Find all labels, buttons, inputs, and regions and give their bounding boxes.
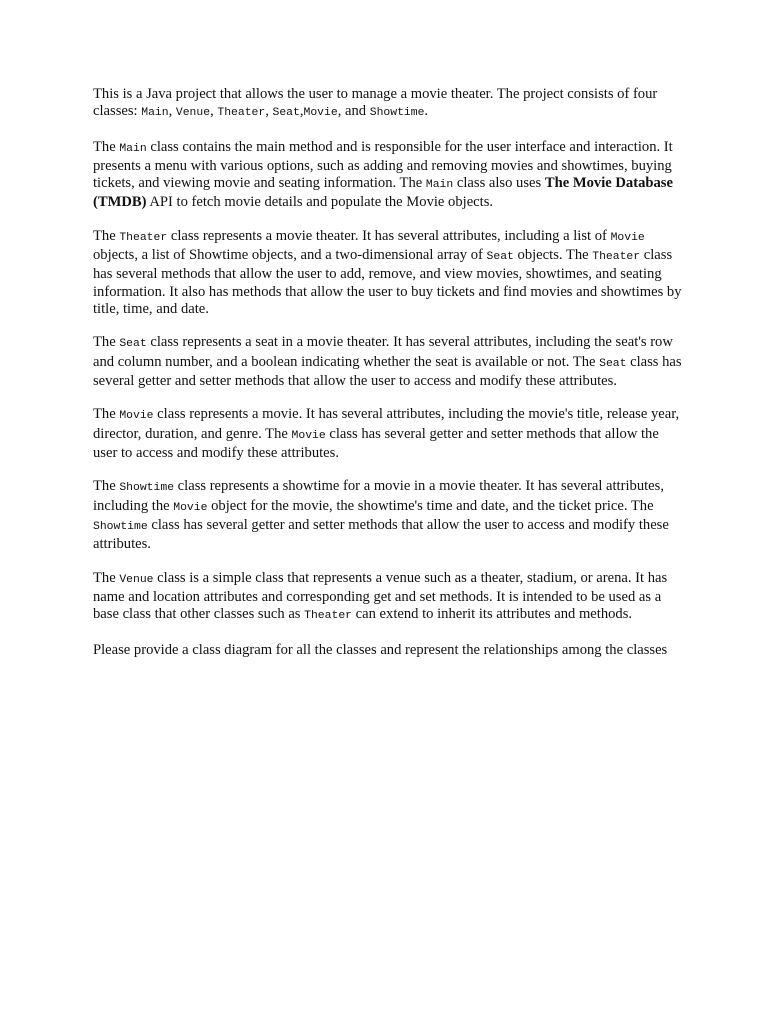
inline-code: Showtime: [119, 482, 175, 495]
text-run: The: [93, 478, 120, 495]
paragraph: [93, 139, 683, 212]
inline-code: Seat: [486, 251, 514, 264]
text-run: class also uses: [453, 175, 545, 192]
paragraph: [93, 228, 683, 318]
inline-code: Movie: [291, 429, 326, 442]
inline-code: Venue: [119, 573, 154, 586]
inline-code: Seat: [272, 107, 300, 120]
inline-code: Showtime: [93, 520, 148, 533]
inline-code: Movie: [173, 501, 208, 514]
document-body: [93, 86, 683, 675]
text-run: ,: [210, 103, 218, 120]
inline-code: Movie: [303, 107, 338, 120]
text-run: The: [93, 138, 120, 155]
paragraph: [93, 86, 683, 122]
text-run: class represents a showtime for a movie in a movie theater. It has several attributes, including the: [93, 478, 664, 514]
text-run: class has several getter and setter methods that allow the user to access and modify these attributes.: [93, 353, 682, 389]
inline-code: Movie: [610, 232, 645, 244]
paragraph: [93, 406, 683, 462]
paragraph: [93, 642, 683, 659]
bold-text: The Movie Database (TMDB): [93, 175, 673, 211]
inline-code: Movie: [119, 410, 154, 423]
inline-code: Main: [425, 179, 454, 192]
text-run: can extend to inherit its attributes and methods.: [352, 606, 633, 623]
text-run: class represents a seat in a movie theater. It has several attributes, including the seat's row and column number, and a boolean indicating whether the seat is available or not. The: [93, 334, 673, 370]
text-run: object for the movie, the showtime's time and date, and the ticket price. The: [207, 497, 654, 514]
text-run: API to fetch movie details and populate the Movie objects.: [146, 194, 494, 211]
text-run: Please provide a class diagram for all the classes and represent the relationships among the classes: [93, 641, 668, 658]
inline-code: Showtime: [369, 107, 425, 120]
inline-code: Venue: [175, 107, 211, 120]
inline-code: Theater: [592, 251, 641, 264]
text-run: class contains the main method and is responsible for the user interface and interaction. It presents a menu with various options, such as adding and removing movies and showtimes, buying tickets, and viewing movie and seating information. The: [93, 138, 673, 192]
text-run: .: [424, 103, 429, 120]
inline-code: Seat: [599, 357, 627, 370]
text-run: The: [93, 334, 120, 351]
inline-code: Main: [119, 142, 147, 155]
text-run: objects, a list of Showtime objects, and a two-dimensional array of: [93, 247, 487, 264]
text-run: class represents a movie. It has several attributes, including the movie's title, release year, director, duration, and genre. The: [93, 406, 680, 442]
text-run: ,: [168, 103, 176, 120]
inline-code: Theater: [304, 610, 352, 623]
paragraph: [93, 570, 683, 626]
text-run: , and: [337, 103, 370, 120]
text-run: class has several methods that allow the user to add, remove, and view movies, showtimes, and seating information. It also has methods that allow the user to buy tickets and find movies and showtimes by title, time, and date.: [93, 247, 682, 317]
text-run: This is a Java project that allows the user to manage a movie theater. The project consists of four classes:: [93, 86, 658, 120]
text-run: The: [93, 228, 120, 244]
text-run: class represents a movie theater. It has several attributes, including a list of: [167, 228, 611, 244]
text-run: The: [93, 569, 120, 586]
text-run: class has several getter and setter methods that allow the user to access and modify these attributes.: [93, 425, 659, 461]
text-run: ,: [299, 103, 304, 120]
inline-code: Seat: [119, 338, 147, 351]
text-run: class has several getter and setter methods that allow the user to access and modify these attributes.: [93, 516, 669, 553]
inline-code: Theater: [217, 107, 266, 120]
text-run: objects. The: [513, 247, 593, 264]
inline-code: Main: [141, 107, 169, 120]
text-run: class is a simple class that represents a venue such as a theater, stadium, or arena. It has name and location attributes and corresponding get and set methods. It is intended to be used as a base class that other classes such as: [93, 569, 668, 623]
inline-code: Theater: [119, 232, 168, 244]
paragraph: [93, 478, 683, 553]
paragraph: [93, 334, 683, 390]
text-run: The: [93, 406, 120, 423]
text-run: ,: [265, 103, 273, 120]
